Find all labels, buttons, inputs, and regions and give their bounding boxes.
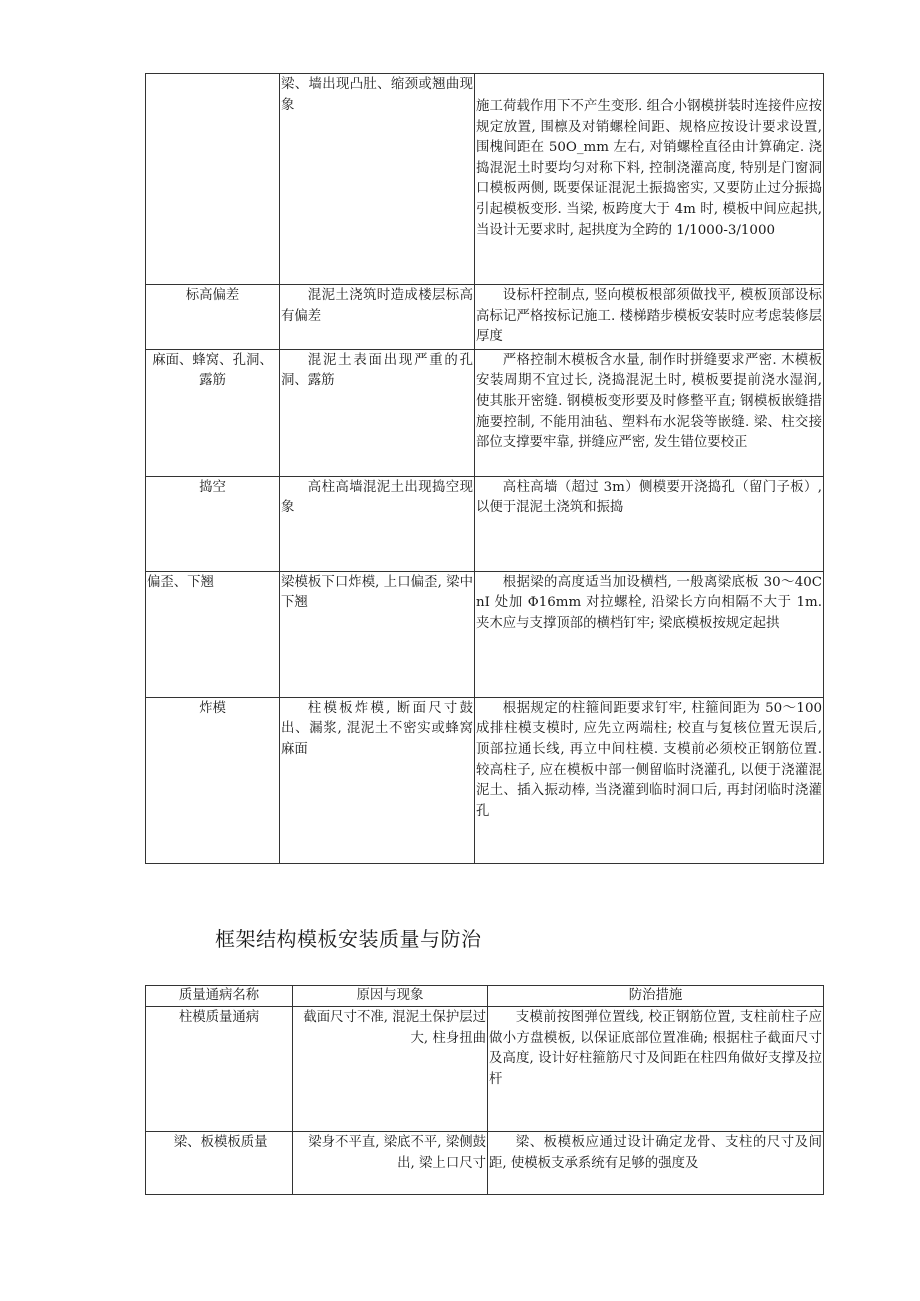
cause-cell: 高柱高墙混泥土出现捣空现象 — [280, 476, 475, 571]
cause-cell: 截面尺寸不准, 混泥土保护层过大, 柱身扭曲 — [293, 1007, 488, 1132]
table-row — [146, 697, 824, 863]
measure-cell: 施工荷载作用下不产生变形. 组合小钢模拼装时连接件应按规定放置, 围檩及对销螺栓间距、规格应按设计要求设置, 围槐间距在 50O_mm 左右, 对销螺栓直径由计算确定. 浇捣混泥土时要均匀对称下料, 控制浇灌高度, 特别是门窗洞口模板两侧, 既要保证混泥土振捣密实, 又要防止过分振捣引起模板变形. 当梁, 板跨度大于 4m 时, 模板中间应起拱, 当设计无要求时, 起拱度为全跨的 1/1000-3/1000 — [475, 74, 824, 285]
frame-formwork-quality-table — [145, 985, 824, 1195]
table-row — [146, 571, 824, 697]
cause-cell: 混泥土表面出现严重的孔洞、露筋 — [280, 349, 475, 476]
column-header-name: 质量通病名称 — [146, 986, 293, 1007]
table-row — [146, 349, 824, 476]
measure-cell: 支模前按图弹位置线, 校正钢筋位置, 支柱前柱子应做小方盘模板, 以保证底部位置准确; 根据柱子截面尺寸及高度, 设计好柱箍筋尺寸及间距在柱四角做好支撑及拉杆 — [488, 1007, 824, 1132]
table-header-row — [146, 986, 824, 1007]
measure-cell: 严格控制木模板含水量, 制作时拼缝要求严密. 木模板安装周期不宜过长, 浇捣混泥土时, 模板要提前浇水湿润, 使其胀开密缝. 钢模板变形要及时修整平直; 钢模板嵌缝措施要控制, 不能用油毡、塑料布水泥袋等嵌缝. 梁、柱交接部位支撑要牢靠, 拼缝应严密, 发生错位要校正 — [475, 349, 824, 476]
quality-table-continued — [145, 73, 824, 864]
defect-name: 标高偏差 — [146, 285, 280, 350]
cause-cell: 梁身不平直, 梁底不平, 梁侧鼓出, 梁上口尺寸 — [293, 1132, 488, 1195]
measure-cell: 根据梁的高度适当加设横档, 一般离梁底板 30～40CnI 处加 Φ16mm 对拉螺栓, 沿梁长方向相隔不大于 1m. 夹木应与支撑顶部的横档钉牢; 梁底模板按规定起拱 — [475, 571, 824, 697]
defect-name: 梁、板模板质量 — [146, 1132, 293, 1195]
defect-name: 捣空 — [146, 476, 280, 571]
measure-cell: 梁、板模板应通过设计确定龙骨、支柱的尺寸及间距, 使模板支承系统有足够的强度及 — [488, 1132, 824, 1195]
table-row — [146, 476, 824, 571]
measure-cell: 设标杆控制点, 竖向模板根部须做找平, 模板顶部设标高标记严格按标记施工. 楼梯踏步模板安装时应考虑装修层厚度 — [475, 285, 824, 350]
defect-name: 炸模 — [146, 697, 280, 863]
cause-cell: 柱模板炸模, 断面尺寸鼓出、漏浆, 混泥土不密实或蜂窝麻面 — [280, 697, 475, 863]
defect-name: 偏歪、下翘 — [146, 571, 280, 697]
table-row — [146, 1132, 824, 1195]
table-row — [146, 74, 824, 285]
table-row — [146, 285, 824, 350]
table-row — [146, 1007, 824, 1132]
cause-cell: 梁、墙出现凸肚、缩颈或翘曲现象 — [280, 74, 475, 285]
defect-name: 柱模质量通病 — [146, 1007, 293, 1132]
section-title: 框架结构模板安装质量与防治 — [215, 927, 482, 951]
measure-cell: 根据规定的柱箍间距要求钉牢, 柱箍间距为 50～100 成排柱模支模时, 应先立两端柱; 校直与复核位置无误后, 顶部拉通长线, 再立中间柱模. 支模前必须校正钢筋位置. 较高柱子, 应在模板中部一侧留临时浇灌孔, 以便于浇灌混泥土、插入振动棒, 当浇灌到临时洞口后, 再封闭临时浇灌孔 — [475, 697, 824, 863]
defect-name — [146, 74, 280, 285]
column-header-cause: 原因与现象 — [293, 986, 488, 1007]
measure-cell: 高柱高墙（超过 3m）侧模要开浇捣孔（留门子板）, 以便于混泥土浇筑和振捣 — [475, 476, 824, 571]
column-header-measure: 防治措施 — [488, 986, 824, 1007]
cause-cell: 梁模板下口炸模, 上口偏歪, 梁中下翘 — [280, 571, 475, 697]
defect-name: 麻面、蜂窝、孔洞、露筋 — [146, 349, 280, 476]
cause-cell: 混泥土浇筑时造成楼层标高有偏差 — [280, 285, 475, 350]
